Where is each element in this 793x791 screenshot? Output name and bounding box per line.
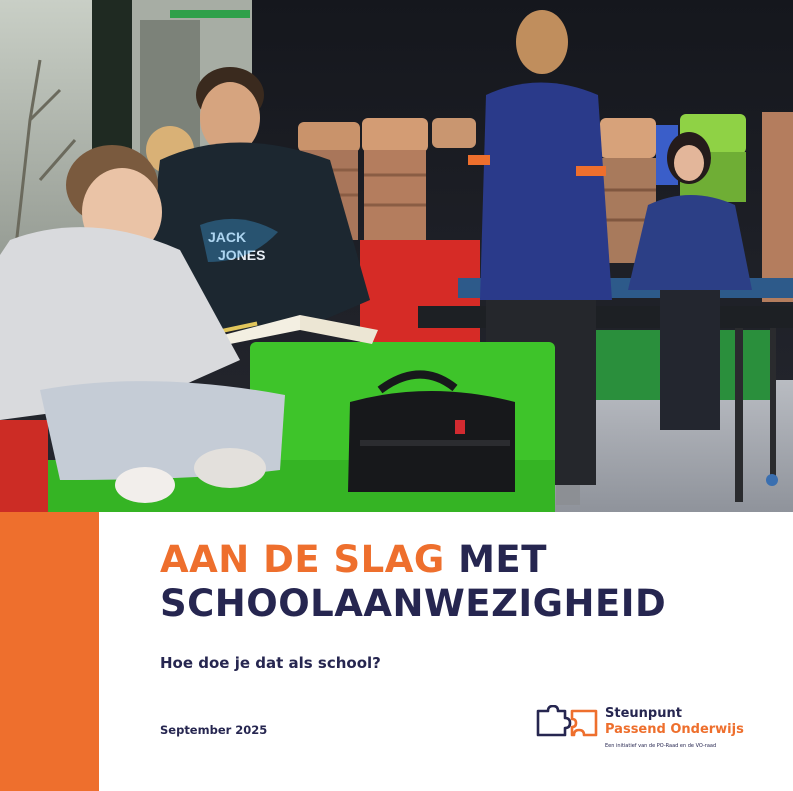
logo-name-line-1: Steunpunt bbox=[605, 706, 682, 721]
title-accent: AAN DE SLAG bbox=[160, 538, 445, 581]
red-seat-left bbox=[0, 420, 48, 512]
logo-name-line-2: Passend Onderwijs bbox=[605, 722, 744, 737]
puzzle-logo-icon bbox=[535, 705, 599, 739]
steunpunt-logo bbox=[535, 705, 744, 755]
logo-tagline: Een initiatief van de PO-Raad en de VO-raad bbox=[605, 743, 717, 749]
hoodie-text-1: JACK bbox=[208, 229, 247, 245]
publication-date: September 2025 bbox=[160, 723, 268, 737]
hoodie-text-2: JONES bbox=[218, 247, 266, 263]
cover-subtitle: Hoe doe je dat als school? bbox=[160, 654, 381, 672]
title-rest: MET bbox=[458, 538, 547, 581]
cover-title bbox=[160, 538, 666, 626]
title-line-2: SCHOOLAANWEZIGHEID bbox=[160, 582, 667, 625]
orange-side-bar bbox=[0, 512, 99, 791]
